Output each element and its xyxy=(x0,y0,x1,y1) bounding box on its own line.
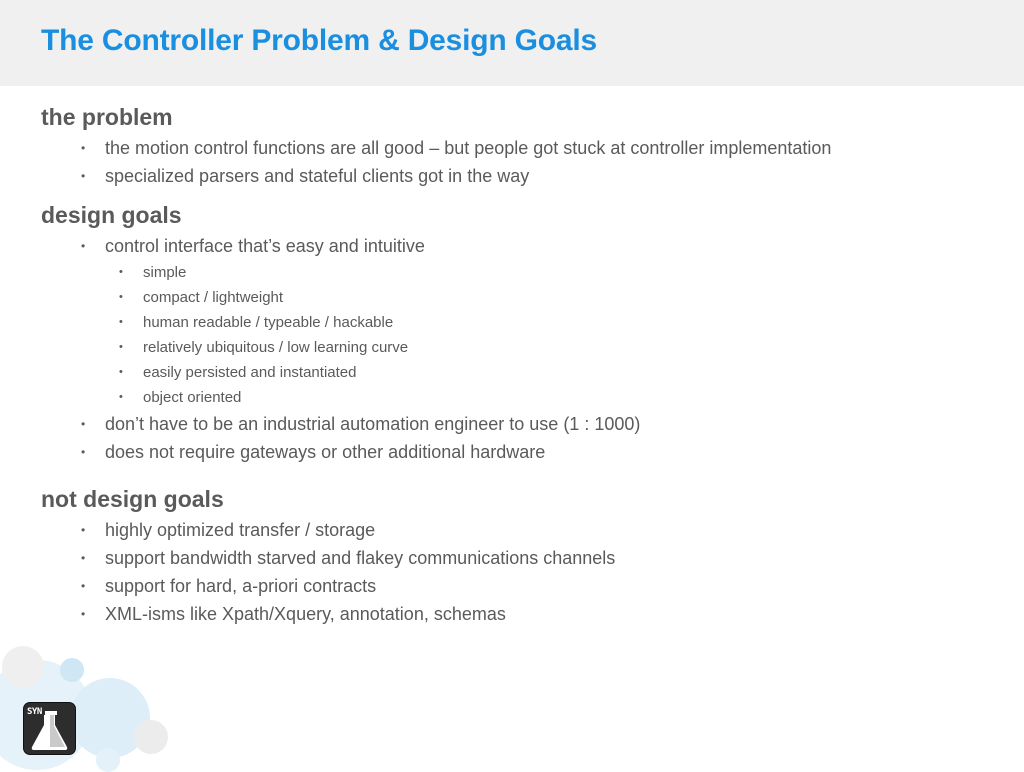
bullet-item xyxy=(41,438,1001,466)
section-design-goals xyxy=(41,198,1001,466)
bullet-icon: • xyxy=(119,366,123,378)
bullet-icon: • xyxy=(81,607,86,621)
slide-title: The Controller Problem & Design Goals xyxy=(41,24,598,57)
slide-content xyxy=(41,100,1001,628)
sub-bullet-text: relatively ubiquitous / low learning curve xyxy=(143,339,409,356)
sub-bullet-text: simple xyxy=(143,264,187,281)
section-the-problem xyxy=(41,100,1001,190)
section-heading: not design goals xyxy=(41,486,224,512)
bullet-item xyxy=(41,516,1001,544)
bullet-text: specialized parsers and stateful clients got in the way xyxy=(105,166,530,186)
bullet-item xyxy=(41,410,1001,438)
section-heading: the problem xyxy=(41,104,173,130)
sub-bullet-text: easily persisted and instantiated xyxy=(143,364,357,381)
bullet-icon: • xyxy=(81,551,86,565)
sub-bullet-item xyxy=(41,310,1001,335)
sub-bullet-item xyxy=(41,260,1001,285)
bubble-shape xyxy=(60,658,84,682)
bullet-icon: • xyxy=(81,523,86,537)
sub-bullet-list xyxy=(41,260,1001,410)
bullet-item xyxy=(41,134,1001,162)
sub-bullet-item xyxy=(41,385,1001,410)
section-not-design-goals xyxy=(41,482,1001,628)
bullet-text: does not require gateways or other additional hardware xyxy=(105,442,546,462)
bullet-text: the motion control functions are all good – but people got stuck at controller implementation xyxy=(105,138,832,158)
sub-bullet-text: compact / lightweight xyxy=(143,289,284,306)
sub-bullet-text: object oriented xyxy=(143,389,242,406)
bullet-icon: • xyxy=(119,266,123,278)
sub-bullet-item xyxy=(41,285,1001,310)
sub-bullet-item xyxy=(41,360,1001,385)
company-logo xyxy=(24,703,75,754)
bullet-icon: • xyxy=(119,291,123,303)
bullet-text: highly optimized transfer / storage xyxy=(105,520,376,540)
bullet-icon: • xyxy=(81,579,86,593)
bullet-list xyxy=(41,410,1001,466)
title-bar xyxy=(0,0,1024,86)
bullet-text: support bandwidth starved and flakey communications channels xyxy=(105,548,616,568)
bullet-icon: • xyxy=(81,239,86,253)
bubble-shape xyxy=(96,748,120,772)
bullet-icon: • xyxy=(81,417,86,431)
bullet-icon: • xyxy=(119,341,123,353)
bullet-item xyxy=(41,232,1001,260)
bullet-item xyxy=(41,544,1001,572)
flask-icon xyxy=(24,703,75,754)
sub-bullet-text: human readable / typeable / hackable xyxy=(143,314,394,331)
sub-bullet-item xyxy=(41,335,1001,360)
bullet-list xyxy=(41,232,1001,260)
bubble-shape xyxy=(2,646,44,688)
section-heading: design goals xyxy=(41,202,182,228)
bullet-item xyxy=(41,572,1001,600)
bullet-text: control interface that’s easy and intuitive xyxy=(105,236,425,256)
logo-text: SYN xyxy=(27,707,42,717)
bullet-text: support for hard, a-priori contracts xyxy=(105,576,377,596)
bullet-list xyxy=(41,134,1001,190)
bullet-icon: • xyxy=(81,169,86,183)
bullet-item xyxy=(41,162,1001,190)
bullet-icon: • xyxy=(81,141,86,155)
bullet-icon: • xyxy=(119,316,123,328)
bullet-text: don’t have to be an industrial automation engineer to use (1 : 1000) xyxy=(105,414,641,434)
bullet-list xyxy=(41,516,1001,628)
bullet-text: XML-isms like Xpath/Xquery, annotation, schemas xyxy=(105,604,506,624)
bullet-icon: • xyxy=(81,445,86,459)
bubble-shape xyxy=(134,720,168,754)
bullet-icon: • xyxy=(119,391,123,403)
bullet-item xyxy=(41,600,1001,628)
